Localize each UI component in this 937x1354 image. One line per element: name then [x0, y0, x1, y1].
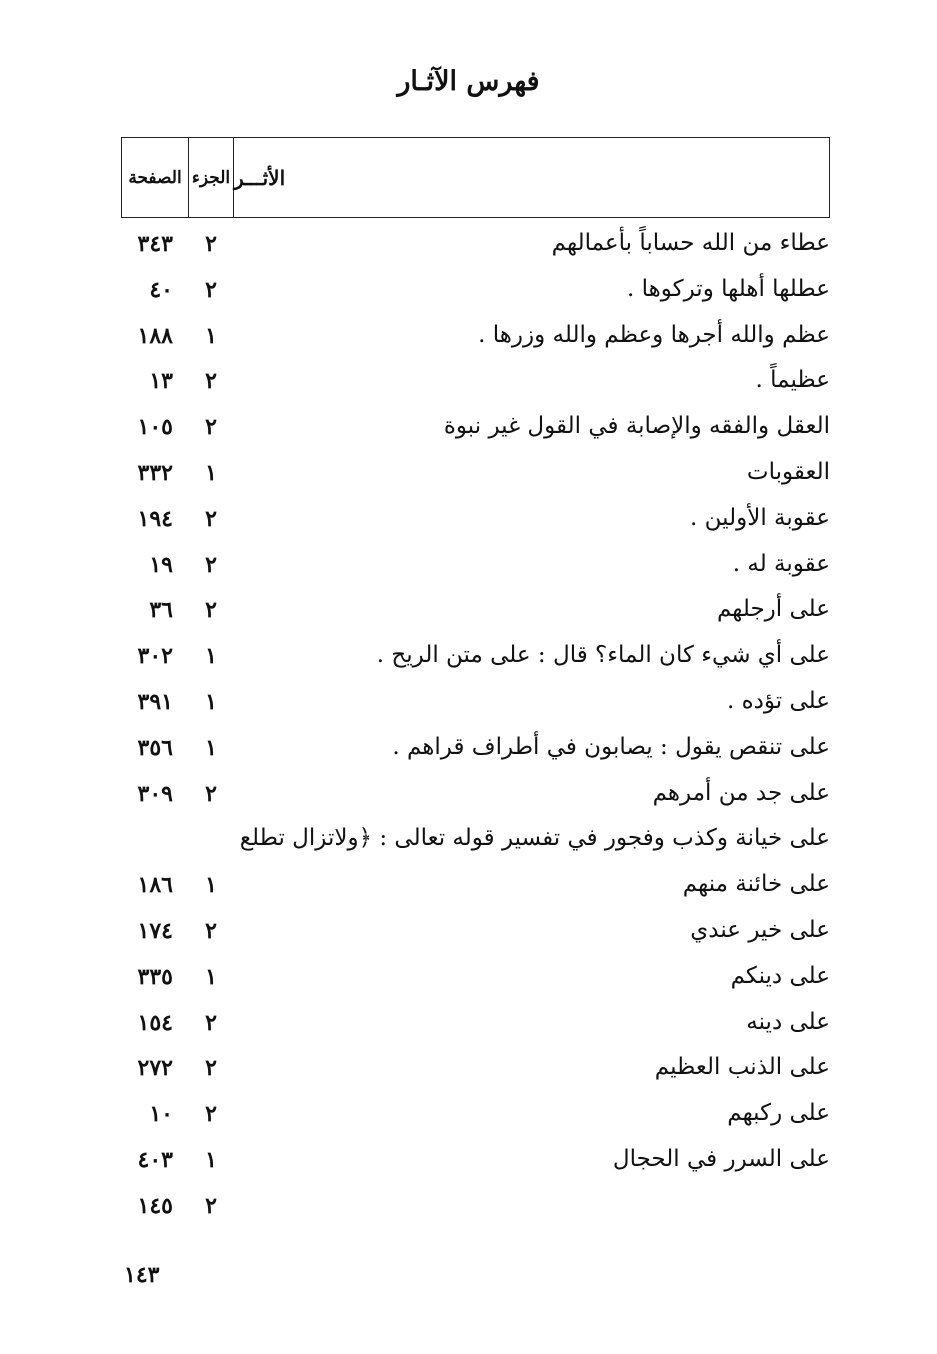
entry-part: ١ — [205, 688, 217, 715]
entry-part: ١ — [205, 459, 217, 486]
index-entry-row — [0, 865, 937, 911]
index-entry-row — [0, 361, 937, 407]
entry-page: ٣٥٦ — [137, 734, 173, 761]
entry-text: عقوبة له . — [732, 550, 830, 577]
index-entry-row — [0, 499, 937, 545]
entry-page: ١٤٥ — [137, 1192, 173, 1219]
index-entry-row — [0, 316, 937, 362]
entry-part: ١ — [205, 963, 217, 990]
entry-part: ٢ — [205, 368, 217, 395]
entry-text: على تنقص يقول : يصابون في أطراف قراهم . — [392, 733, 830, 760]
entry-part: ٢ — [205, 917, 217, 944]
entry-text: على دينكم — [730, 962, 830, 989]
entry-page: ١٨٦ — [137, 872, 173, 899]
entry-part: ٢ — [205, 231, 217, 257]
column-header-part: الجزء — [189, 138, 234, 217]
entry-part: ١ — [205, 734, 217, 761]
entry-page: ٣٠٢ — [137, 643, 173, 670]
entry-page: ١٣ — [149, 368, 173, 395]
entry-part: ٢ — [205, 505, 217, 532]
index-entry-row — [0, 636, 937, 682]
entry-part: ١ — [205, 1146, 217, 1173]
entry-text: عطاء من الله حساباً بأعمالهم — [551, 230, 830, 256]
entry-page: ٣٠٩ — [137, 780, 173, 807]
index-entry-row — [0, 682, 937, 728]
entry-part: ٢ — [205, 597, 217, 624]
entry-text: على خائنة منهم — [682, 871, 830, 898]
index-entry-row — [0, 1094, 937, 1140]
entry-part: ٢ — [205, 1192, 217, 1219]
index-entry-row — [0, 1048, 937, 1094]
entry-page: ١٥٤ — [137, 1009, 173, 1036]
entry-page: ٣٦ — [149, 597, 173, 624]
entry-page: ١٩٤ — [137, 505, 173, 532]
column-header-athar: الأثـــر — [234, 165, 286, 190]
entry-page: ١٠٥ — [137, 414, 173, 441]
entry-text: العقل والفقه والإصابة في القول غير نبوة — [443, 413, 830, 440]
entry-page: ١٨٨ — [137, 322, 173, 349]
index-entry-row — [0, 224, 937, 270]
entry-page: ٣٣٢ — [137, 459, 173, 486]
entry-part: ٢ — [205, 276, 217, 303]
entry-page: ٣٣٥ — [137, 963, 173, 990]
entry-part: ٢ — [205, 551, 217, 578]
entry-part: ٢ — [205, 1009, 217, 1036]
index-entry-row — [0, 453, 937, 499]
entry-part: ١ — [205, 643, 217, 670]
index-entry-row — [0, 819, 937, 865]
index-entry-row — [0, 1003, 937, 1049]
page-title: فهرس الآثـار — [397, 66, 540, 97]
entry-page: ١٠ — [149, 1101, 173, 1128]
entry-part: ٢ — [205, 1101, 217, 1128]
entry-page: ٤٠٣ — [137, 1146, 173, 1173]
entry-part: ١ — [205, 872, 217, 899]
entry-text: العقوبات — [746, 458, 830, 485]
entry-text: على دينه — [746, 1008, 830, 1035]
index-entry-row — [0, 957, 937, 1003]
entry-text: على أي شيء كان الماء؟ قال : على متن الريح . — [376, 642, 830, 669]
entry-text: عظيماً . — [755, 367, 830, 394]
index-entry-row — [0, 911, 937, 957]
entry-text: على تؤده . — [726, 687, 830, 714]
index-entry-row — [0, 728, 937, 774]
index-entry-row — [0, 270, 937, 316]
entry-text: على السرر في الحجال — [612, 1145, 830, 1172]
index-entry-row — [0, 545, 937, 591]
entry-part: ١ — [205, 322, 217, 349]
entry-page: ٣٤٣ — [137, 231, 173, 257]
entry-page: ١٩ — [149, 551, 173, 578]
entry-text: على خير عندي — [690, 916, 830, 943]
entry-text: على ركبهم — [727, 1100, 830, 1127]
entry-page: ١٧٤ — [137, 917, 173, 944]
entry-page: ٤٠ — [149, 276, 173, 303]
entry-page: ٢٧٢ — [137, 1055, 173, 1082]
index-entry-row — [0, 1140, 937, 1186]
entry-text: عقوبة الأولين . — [690, 504, 830, 531]
index-entry-row — [0, 590, 937, 636]
page-number: ١٤٣ — [124, 1262, 160, 1288]
column-header-page: الصفحة — [122, 138, 189, 217]
entry-page: ٣٩١ — [137, 688, 173, 715]
entry-part: ٢ — [205, 1055, 217, 1082]
entry-text: على أرجلهم — [716, 596, 830, 623]
index-header-table — [121, 137, 830, 218]
index-entry-row — [0, 1186, 937, 1232]
entry-text: على الذنب العظيم — [654, 1054, 830, 1081]
index-entry-row — [0, 407, 937, 453]
entry-part: ٢ — [205, 780, 217, 807]
entry-part: ٢ — [205, 414, 217, 441]
index-entry-row — [0, 774, 937, 820]
entry-text: على خيانة وكذب وفجور في تفسير قوله تعالى : ﴿ولاتزال تطلع — [239, 825, 830, 852]
entry-text: على جد من أمرهم — [652, 779, 830, 806]
entry-text: عطلها أهلها وتركوها . — [627, 275, 830, 302]
entry-text: عظم والله أجرها وعظم والله وزرها . — [478, 321, 830, 348]
index-entries — [0, 224, 937, 1232]
